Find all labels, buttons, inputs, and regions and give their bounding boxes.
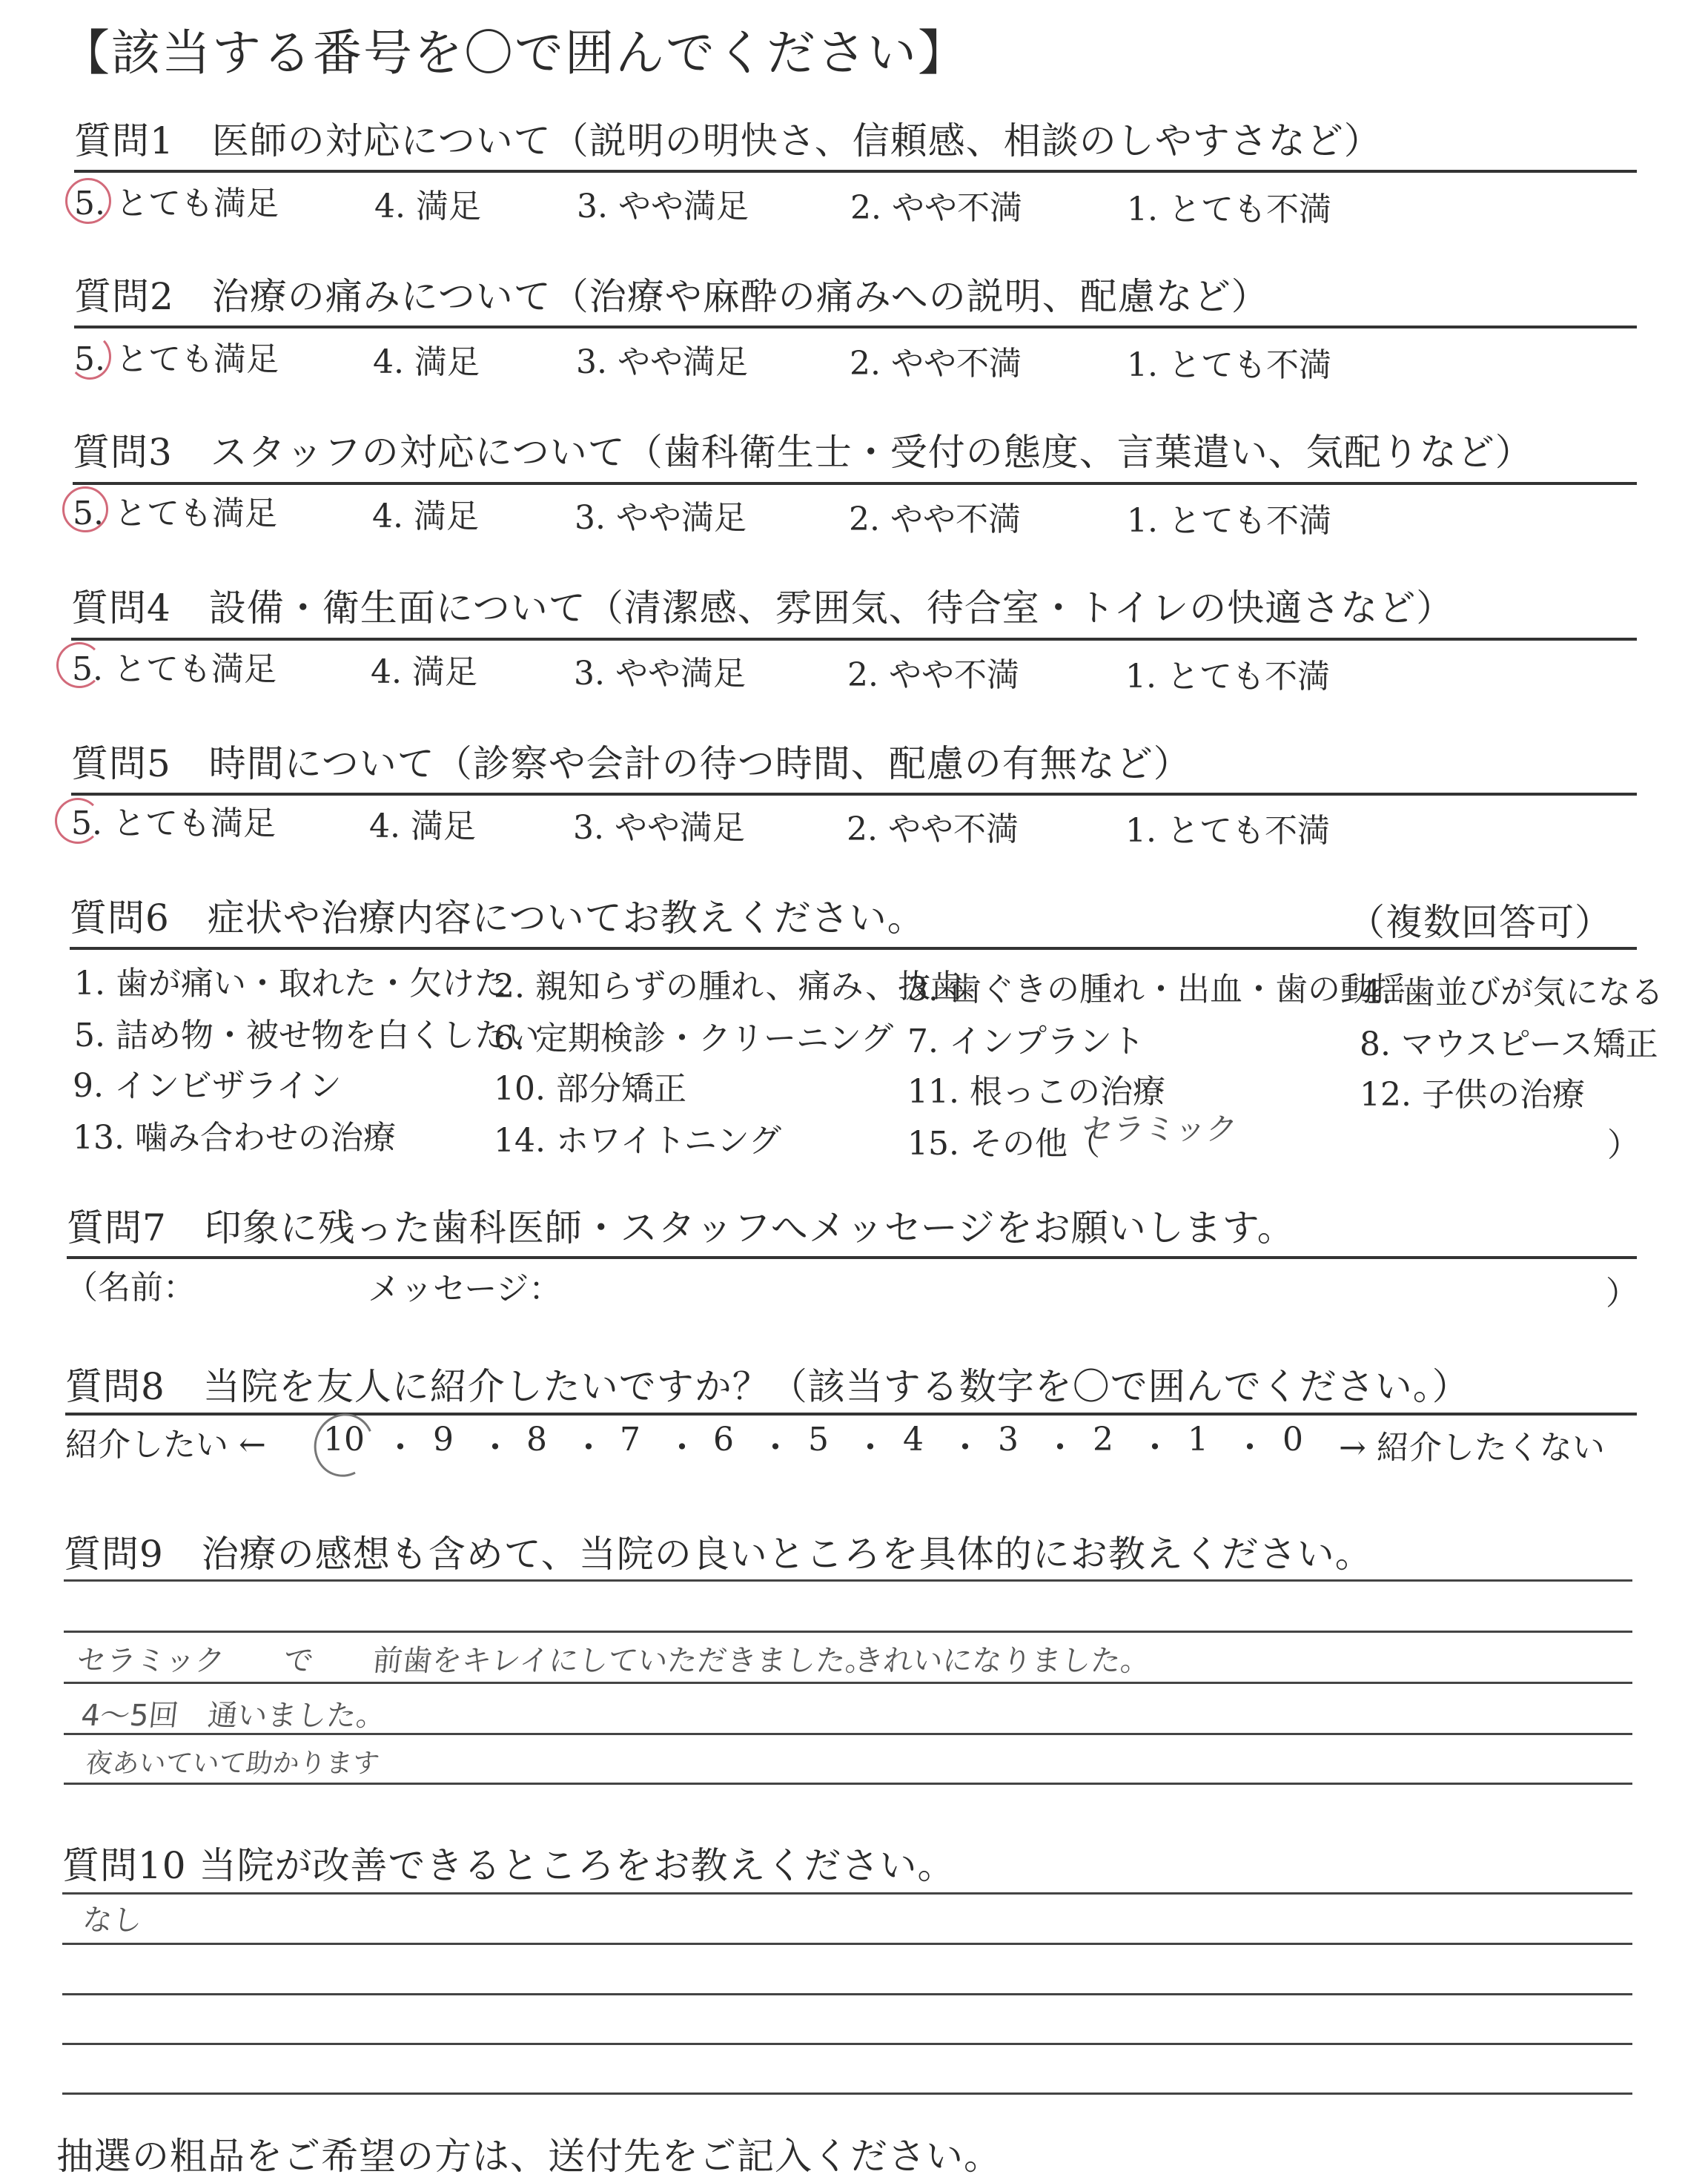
question-4-option-4[interactable]: 4. 満足	[371, 653, 477, 691]
q8-number-10[interactable]: 10	[323, 1421, 365, 1459]
question-2-option-4[interactable]: 4. 満足	[373, 343, 480, 381]
question-4-rule	[71, 638, 1637, 641]
q6-item-2[interactable]: 2. 親知らずの腫れ、痛み、抜歯	[494, 968, 964, 1005]
question-4-option-3[interactable]: 3. やや満足	[574, 655, 746, 693]
question-5-title: 質問5 時間について（診察や会計の待つ時間、配慮の有無など）	[71, 742, 1191, 785]
question-5-option-1[interactable]: 1. とても不満	[1125, 812, 1330, 850]
q8-number-2[interactable]: 2	[1093, 1421, 1113, 1459]
question-5-option-2[interactable]: 2. やや不満	[847, 810, 1019, 848]
question-5-option-4[interactable]: 4. 満足	[369, 807, 476, 845]
q8-sep: ・	[759, 1429, 792, 1467]
q7-close-paren: ）	[1606, 1275, 1638, 1312]
q8-sep: ・	[1044, 1429, 1076, 1467]
q10-line-4	[62, 2043, 1632, 2045]
question-7-title: 質問7 印象に残った歯科医師・スタッフへメッセージをお願いします。	[67, 1206, 1295, 1249]
question-5-option-5[interactable]: 5. とても満足	[71, 805, 276, 842]
question-2-option-3[interactable]: 3. やや満足	[576, 343, 748, 381]
question-1-option-1[interactable]: 1. とても不満	[1127, 191, 1331, 228]
question-3-title: 質問3 スタッフの対応について（歯科衛生士・受付の態度、言葉遣い、気配りなど）	[73, 431, 1533, 474]
form-header: 【該当する番号を〇で囲んでください】	[61, 24, 968, 82]
question-1-option-2[interactable]: 2. やや不満	[850, 189, 1022, 227]
q6-item-9[interactable]: 9. インビザライン	[73, 1067, 342, 1105]
question-6-rule	[70, 947, 1637, 950]
q6-other-handwriting: セラミック	[1080, 1111, 1239, 1147]
q8-sep: ・	[479, 1429, 512, 1467]
question-3-rule	[73, 482, 1637, 485]
q6-item-5[interactable]: 5. 詰め物・被せ物を白くしたい	[74, 1017, 540, 1054]
question-2-option-5[interactable]: 5. とても満足	[74, 340, 279, 378]
question-1-option-5[interactable]: 5. とても満足	[74, 185, 279, 222]
q8-number-5[interactable]: 5	[808, 1421, 829, 1459]
q9-handwriting-line3: 夜あいていて助かります	[84, 1748, 381, 1779]
question-3-option-5[interactable]: 5. とても満足	[73, 495, 277, 532]
q6-item-14[interactable]: 14. ホワイトニング	[494, 1122, 782, 1160]
q6-item-4[interactable]: 4. 歯並びが気になる	[1361, 974, 1664, 1011]
question-3-option-4[interactable]: 4. 満足	[372, 498, 479, 535]
q7-message-label: メッセージ：	[368, 1270, 562, 1308]
question-5-rule	[71, 793, 1637, 796]
q6-item-11[interactable]: 11. 根っこの治療	[907, 1073, 1165, 1111]
q6-item-10[interactable]: 10. 部分矯正	[494, 1070, 686, 1108]
q6-item-6[interactable]: 6. 定期検診・クリーニング	[494, 1020, 894, 1057]
question-6-title: 質問6 症状や治療内容についてお教えください。	[70, 896, 925, 939]
q8-left-label: 紹介したい ←	[65, 1426, 266, 1464]
question-10-title: 質問10 当院が改善できるところをお教えください。	[62, 1844, 956, 1887]
question-4-title: 質問4 設備・衛生面について（清潔感、雰囲気、待合室・トイレの快適さなど）	[71, 587, 1454, 630]
q8-sep: ・	[1139, 1429, 1171, 1467]
q7-name-label: （名前：	[65, 1269, 196, 1307]
q10-handwriting: なし	[81, 1903, 145, 1938]
q8-sep: ・	[666, 1429, 698, 1467]
q10-line-3	[62, 1993, 1632, 1995]
q8-number-6[interactable]: 6	[713, 1421, 734, 1459]
question-8-title: 質問8 当院を友人に紹介したいですか？（該当する数字を〇で囲んでください。）	[65, 1365, 1470, 1408]
question-1-rule	[74, 170, 1637, 173]
q8-right-label: → 紹介したくない	[1339, 1429, 1605, 1467]
q6-item-13[interactable]: 13. 噛み合わせの治療	[73, 1119, 396, 1157]
question-4-option-1[interactable]: 1. とても不満	[1125, 658, 1330, 696]
question-1-option-4[interactable]: 4. 満足	[374, 188, 481, 225]
question-4-option-5[interactable]: 5. とても満足	[72, 650, 277, 688]
q6-other-close-paren: ）	[1607, 1126, 1640, 1164]
question-2-title: 質問2 治療の痛みについて（治療や麻酔の痛みへの説明、配慮など）	[74, 275, 1269, 318]
q9-line-3	[64, 1682, 1632, 1684]
question-7-rule	[67, 1256, 1637, 1259]
q9-line-2	[64, 1631, 1632, 1633]
q8-number-3[interactable]: 3	[998, 1421, 1019, 1459]
q6-item-8[interactable]: 8. マウスピース矯正	[1360, 1025, 1658, 1063]
q8-number-0[interactable]: 0	[1282, 1421, 1303, 1459]
q10-line-2	[62, 1943, 1632, 1945]
q8-number-1[interactable]: 1	[1188, 1421, 1208, 1459]
q6-item-15[interactable]: 15. その他（	[907, 1125, 1100, 1163]
q10-line-5	[62, 2093, 1632, 2095]
q8-sep: ・	[949, 1429, 982, 1467]
question-5-option-3[interactable]: 3. やや満足	[573, 809, 745, 847]
question-3-option-1[interactable]: 1. とても不満	[1127, 502, 1331, 540]
question-6-note: （複数回答可）	[1348, 901, 1612, 944]
question-2-option-2[interactable]: 2. やや不満	[850, 345, 1022, 383]
question-2-option-1[interactable]: 1. とても不満	[1127, 346, 1331, 384]
q9-handwriting-line2: 4〜5回 通いました。	[79, 1699, 388, 1733]
question-1-title: 質問1 医師の対応について（説明の明快さ、信頼感、相談のしやすさなど）	[74, 119, 1382, 162]
q8-sep: ・	[1234, 1429, 1266, 1467]
q8-sep: ・	[572, 1429, 605, 1467]
q8-number-8[interactable]: 8	[526, 1421, 547, 1459]
question-1-option-3[interactable]: 3. やや満足	[577, 188, 749, 225]
question-9-title: 質問9 治療の感想も含めて、当院の良いところを具体的にお教えください。	[64, 1533, 1373, 1576]
question-8-rule	[65, 1413, 1637, 1416]
question-3-option-3[interactable]: 3. やや満足	[575, 499, 747, 537]
q10-line-1	[62, 1892, 1632, 1895]
question-4-option-2[interactable]: 2. やや不満	[847, 656, 1019, 694]
question-3-option-2[interactable]: 2. やや不満	[849, 501, 1021, 538]
q6-item-7[interactable]: 7. インプラント	[907, 1023, 1145, 1060]
q6-item-3[interactable]: 3. 歯ぐきの腫れ・出血・歯の動揺	[907, 971, 1406, 1008]
q8-number-9[interactable]: 9	[433, 1421, 454, 1459]
q9-line-1	[64, 1579, 1632, 1582]
footer-instruction: 抽選の粗品をご希望の方は、送付先をご記入ください。	[56, 2135, 1002, 2178]
q8-number-4[interactable]: 4	[903, 1421, 924, 1459]
q9-handwriting-line1-end: きれいになりました。	[852, 1644, 1153, 1678]
q8-sep: ・	[384, 1429, 417, 1467]
q6-item-1[interactable]: 1. 歯が痛い・取れた・欠けた	[74, 965, 507, 1003]
q9-handwriting-line1: セラミック で 前歯をキレイにしていただきました。	[75, 1644, 877, 1678]
question-2-rule	[74, 326, 1637, 328]
q8-number-7[interactable]: 7	[620, 1421, 640, 1459]
q8-sep: ・	[854, 1429, 887, 1467]
q6-item-12[interactable]: 12. 子供の治療	[1360, 1076, 1585, 1114]
q9-line-5	[64, 1783, 1632, 1785]
